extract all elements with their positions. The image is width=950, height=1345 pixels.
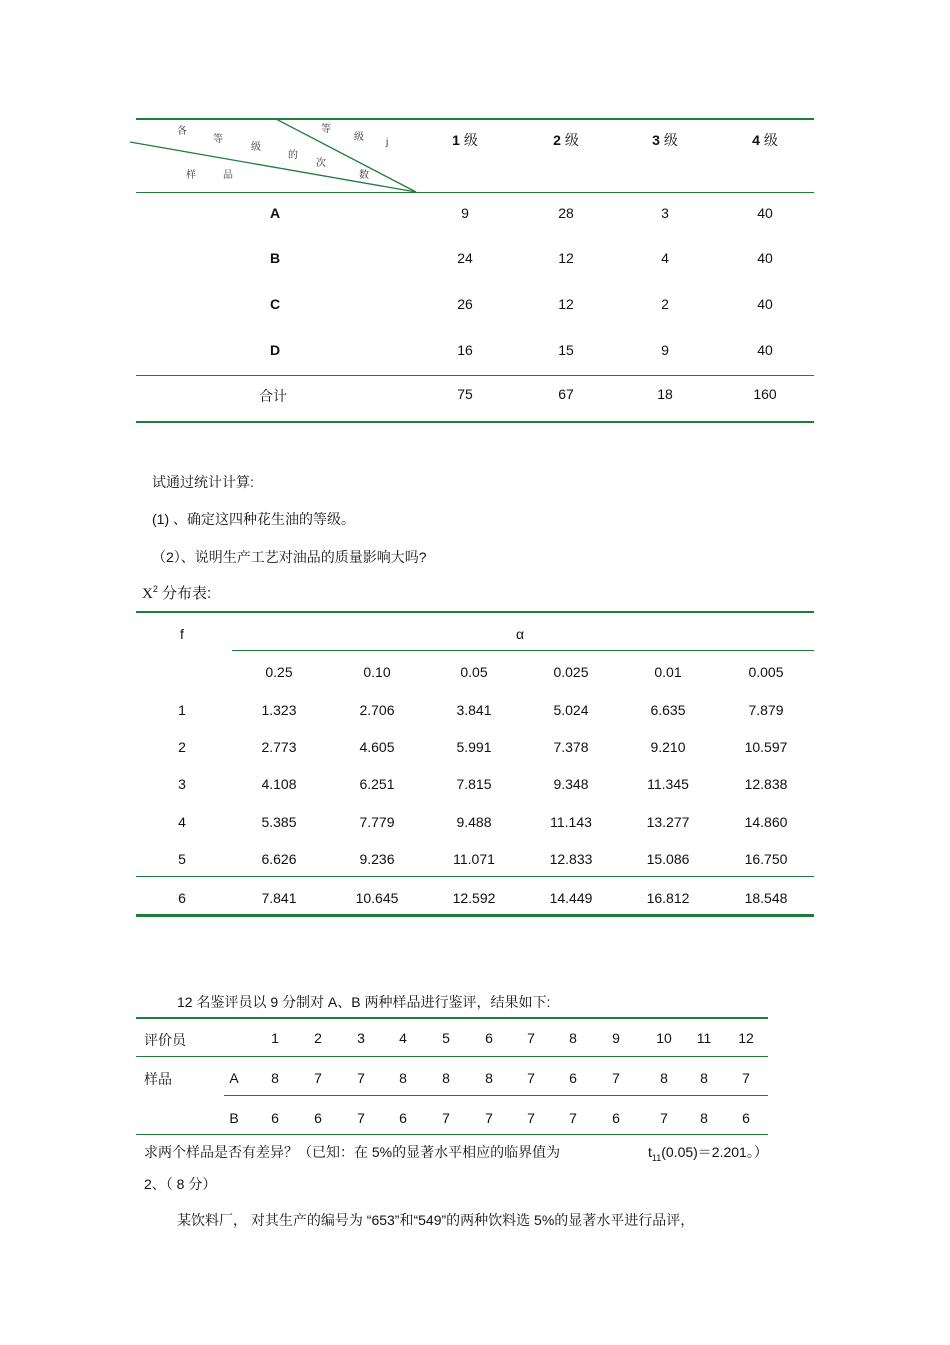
- grade-header-3: 3 级: [652, 132, 678, 148]
- cell: 9.236: [359, 851, 395, 867]
- evaluator-number: 9: [612, 1030, 620, 1046]
- score-cell: 8: [660, 1070, 668, 1086]
- alpha-header: α: [515, 626, 525, 642]
- cell: 7.378: [553, 739, 589, 755]
- score-cell: 6: [271, 1110, 279, 1126]
- alpha-value: 0.005: [748, 664, 784, 680]
- f-value: 1: [178, 702, 186, 718]
- cell: 12.838: [744, 776, 788, 792]
- problem3-intro: 12 名鉴评员以 9 分制对 A、B 两种样品进行鉴评，结果如下:: [177, 994, 551, 1010]
- evaluator-number: 1: [271, 1030, 279, 1046]
- row-label: A: [269, 205, 281, 221]
- section2-text: 某饮料厂， 对其生产的编号为 “653”和“549”的两种饮料选 5%的显著水平进行品评，: [177, 1212, 695, 1228]
- cell: 67: [558, 386, 574, 402]
- diag-char: 等: [321, 124, 331, 135]
- table-bottom-rule: [136, 914, 814, 917]
- cell: 18: [657, 386, 673, 402]
- score-cell: 7: [357, 1070, 365, 1086]
- cell: 6.635: [650, 702, 686, 718]
- cell: 40: [757, 250, 773, 266]
- cell: 5.385: [261, 814, 297, 830]
- diag-char: 数: [359, 170, 369, 181]
- score-cell: 7: [742, 1070, 750, 1086]
- cell: 26: [457, 296, 473, 312]
- cell: 12: [558, 250, 574, 266]
- cell: 14.449: [549, 890, 593, 906]
- score-cell: 7: [357, 1110, 365, 1126]
- cell: 1.323: [261, 702, 297, 718]
- problem3-question: 求两个样品是否有差异？（已知：在 5%的显著水平相应的临界值为: [144, 1144, 561, 1160]
- cell: 10.645: [355, 890, 399, 906]
- question-2: （2）、说明生产工艺对油品的质量影响大吗?: [152, 549, 427, 565]
- critical-value: $t_{11}(0.05)=2.201$。）: [648, 1144, 768, 1163]
- cell: 6.251: [359, 776, 395, 792]
- cell: 2: [661, 296, 669, 312]
- grade-header-4: 4 级: [752, 132, 778, 148]
- diag-char: 的: [288, 150, 298, 161]
- table-total-rule: [136, 375, 814, 376]
- evaluator-label: 评价员: [144, 1032, 186, 1048]
- alpha-value: 0.10: [363, 664, 391, 680]
- cell: 12: [558, 296, 574, 312]
- table-top-rule: [136, 611, 814, 613]
- alpha-value: 0.05: [460, 664, 488, 680]
- grade-header-2: 2 级: [553, 132, 579, 148]
- cell: 16.750: [744, 851, 788, 867]
- cell: 4.108: [261, 776, 297, 792]
- diag-char: 品: [223, 170, 233, 181]
- alpha-value: 0.01: [654, 664, 682, 680]
- f-value: 5: [178, 851, 186, 867]
- cell: 13.277: [646, 814, 690, 830]
- score-cell: 8: [700, 1110, 708, 1126]
- diag-char: 级: [251, 142, 261, 153]
- cell: 40: [757, 205, 773, 221]
- cell: 14.860: [744, 814, 788, 830]
- evaluator-number: 8: [569, 1030, 577, 1046]
- score-cell: 8: [271, 1070, 279, 1086]
- f-value: 6: [178, 890, 186, 906]
- cell: 4: [661, 250, 669, 266]
- table-bottom-rule: [136, 421, 814, 423]
- table-top-rule: [136, 1017, 768, 1019]
- cell: 28: [558, 205, 574, 221]
- cell: 11.143: [550, 814, 592, 830]
- cell: 7.815: [456, 776, 492, 792]
- cell: 11.071: [453, 851, 495, 867]
- alpha-rule: [232, 650, 814, 651]
- evaluator-number: 2: [314, 1030, 322, 1046]
- score-cell: 7: [314, 1070, 322, 1086]
- cell: 9.488: [456, 814, 492, 830]
- section2-title: 2、（ 8 分）: [144, 1176, 217, 1192]
- f-value: 4: [178, 814, 186, 830]
- score-cell: 7: [442, 1110, 450, 1126]
- cell: 9: [461, 205, 469, 221]
- diag-char: 各: [177, 126, 187, 137]
- question-1: (1) 、确定这四种花生油的等级。: [152, 511, 355, 527]
- sample-label: 样品: [144, 1071, 172, 1087]
- cell: 40: [757, 342, 773, 358]
- cell: 12.592: [452, 890, 496, 906]
- score-cell: 6: [742, 1110, 750, 1126]
- evaluator-number: 4: [399, 1030, 407, 1046]
- cell: 2.706: [359, 702, 395, 718]
- cell: 2.773: [261, 739, 297, 755]
- score-cell: 7: [485, 1110, 493, 1126]
- cell: 9.210: [650, 739, 686, 755]
- diag-char: 级: [354, 132, 364, 143]
- evaluator-number: 5: [442, 1030, 450, 1046]
- cell: 10.597: [744, 739, 788, 755]
- cell: 40: [757, 296, 773, 312]
- questions-intro: 试通过统计计算:: [152, 474, 254, 490]
- evaluator-number: 7: [527, 1030, 535, 1046]
- evaluator-number: 12: [738, 1030, 754, 1046]
- row-label: C: [269, 296, 281, 312]
- chi-square-title: $X^2$ 分布表:: [142, 584, 212, 602]
- diagonal-header-lines: [0, 0, 950, 200]
- cell: 16.812: [646, 890, 690, 906]
- evaluator-number: 10: [656, 1030, 672, 1046]
- score-cell: 6: [612, 1110, 620, 1126]
- row-label: B: [269, 250, 281, 266]
- score-cell: 6: [314, 1110, 322, 1126]
- score-cell: 7: [612, 1070, 620, 1086]
- diag-char: 次: [316, 158, 326, 169]
- cell: 9.348: [553, 776, 589, 792]
- cell: 7.841: [261, 890, 297, 906]
- f-header: f: [180, 626, 184, 642]
- alpha-value: 0.25: [265, 664, 293, 680]
- f-value: 3: [178, 776, 186, 792]
- cell: 11.345: [647, 776, 689, 792]
- cell: 160: [753, 386, 777, 402]
- cell: 12.833: [549, 851, 593, 867]
- evaluator-number: 3: [357, 1030, 365, 1046]
- score-cell: 6: [569, 1070, 577, 1086]
- score-cell: 7: [527, 1110, 535, 1126]
- cell: 3: [661, 205, 669, 221]
- score-cell: 8: [399, 1070, 407, 1086]
- grade-header-1: 1 级: [452, 132, 478, 148]
- table-rule: [136, 1056, 768, 1057]
- cell: 4.605: [359, 739, 395, 755]
- evaluator-number: 11: [696, 1030, 712, 1046]
- cell: 5.024: [553, 702, 589, 718]
- score-cell: 7: [527, 1070, 535, 1086]
- cell: 9: [661, 342, 669, 358]
- sample-b-label: B: [229, 1110, 239, 1126]
- cell: 7.779: [359, 814, 395, 830]
- cell: 75: [457, 386, 473, 402]
- diag-char: 样: [186, 170, 196, 181]
- diag-char: j: [386, 137, 389, 148]
- score-cell: 8: [442, 1070, 450, 1086]
- diag-char: 等: [213, 134, 223, 145]
- evaluator-number: 6: [485, 1030, 493, 1046]
- cell: 24: [457, 250, 473, 266]
- table-rule: [224, 1095, 768, 1096]
- score-cell: 8: [700, 1070, 708, 1086]
- cell: 15.086: [646, 851, 690, 867]
- cell: 7.879: [748, 702, 784, 718]
- score-cell: 8: [485, 1070, 493, 1086]
- cell: 18.548: [744, 890, 788, 906]
- row-label: D: [269, 342, 281, 358]
- total-label: 合计: [259, 388, 287, 404]
- table-inner-rule: [136, 876, 814, 877]
- cell: 5.991: [456, 739, 492, 755]
- cell: 6.626: [261, 851, 297, 867]
- score-cell: 7: [569, 1110, 577, 1126]
- cell: 16: [457, 342, 473, 358]
- cell: 3.841: [456, 702, 492, 718]
- score-cell: 6: [399, 1110, 407, 1126]
- f-value: 2: [178, 739, 186, 755]
- sample-a-label: A: [229, 1070, 239, 1086]
- cell: 15: [558, 342, 574, 358]
- table-bottom-rule: [136, 1134, 768, 1135]
- score-cell: 7: [660, 1110, 668, 1126]
- alpha-value: 0.025: [553, 664, 589, 680]
